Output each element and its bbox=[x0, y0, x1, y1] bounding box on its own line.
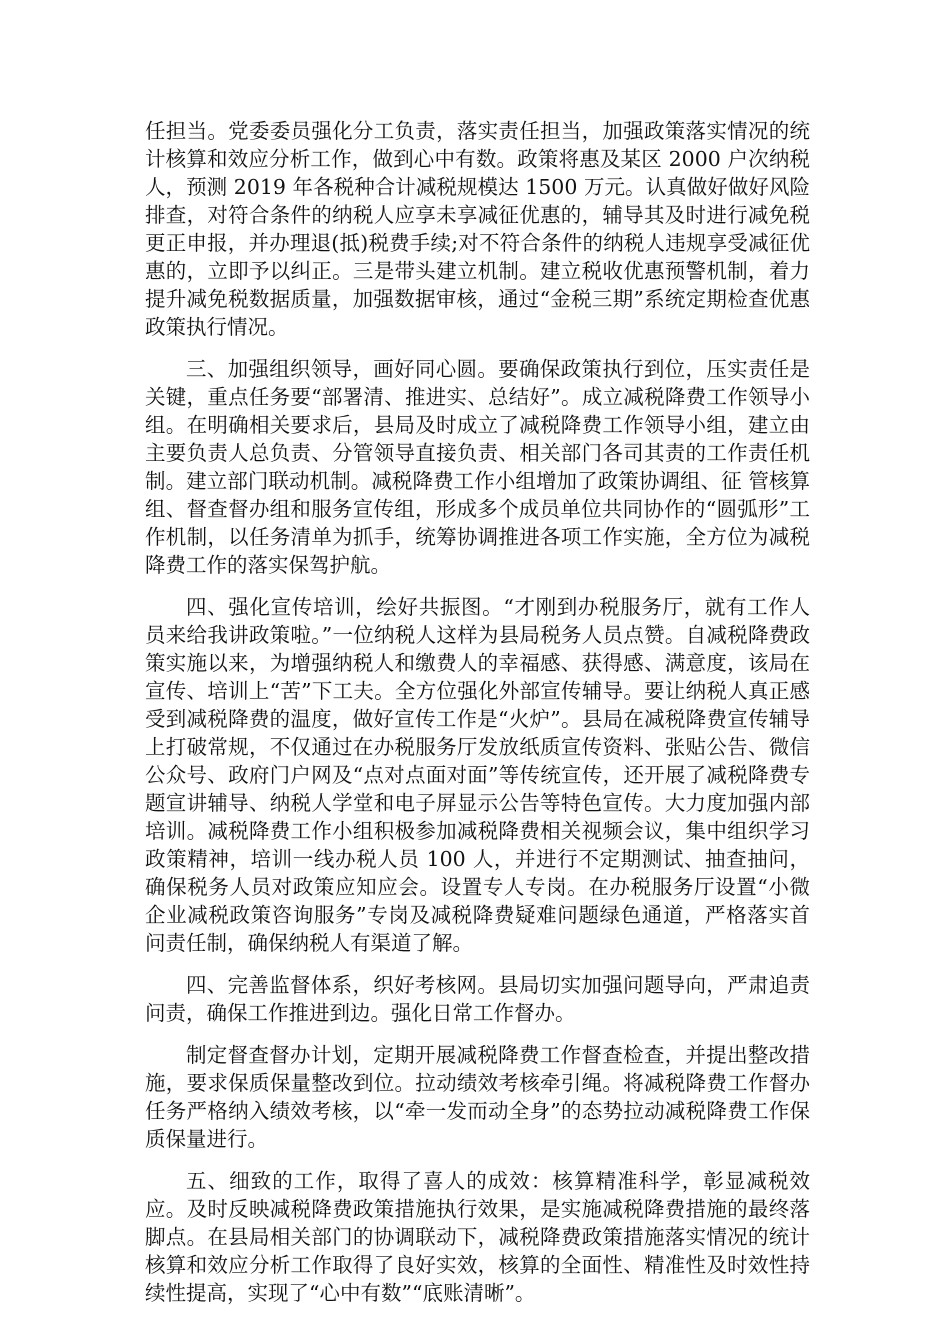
paragraph-continued: 任担当。党委委员强化分工负责，落实责任担当，加强政策落实情况的统计核算和效应分析工作，做到心中有数。政策将惠及某区 2000 户次纳税人，预测 2019 年各税种合计减税规模达 1500 万元。认真做好做好风险排查，对符合条件的纳税人应享未享减征优惠的，辅导其及时进行减免税更正申报，并办理退(抵)税费手续;对不符合条件的纳税人违规享受减征优惠的，立即予以纠正。三是带头建立机制。建立税收优惠预警机制，着力提升减免税数据质量，加强数据审核，通过“金税三期”系统定期检查优惠政策执行情况。 bbox=[145, 119, 810, 339]
paragraph-supervision-plan: 制定督查督办计划，定期开展减税降费工作督查检查，并提出整改措施，要求保质保量整改到位。拉动绩效考核牵引绳。将减税降费工作督办任务严格纳入绩效考核，以“牵一发而动全身”的态势拉动减税降费工作保质保量进行。 bbox=[145, 1043, 810, 1151]
paragraph-publicity-training: 四、强化宣传培训，绘好共振图。“才刚到办税服务厅，就有工作人员来给我讲政策啦。”一位纳税人这样为县局税务人员点赞。自减税降费政策实施以来，为增强纳税人和缴费人的幸福感、获得感、满意度，该局在宣传、培训上“苦”下工夫。全方位强化外部宣传辅导。要让纳税人真正感受到减税降费的温度，做好宣传工作是“火炉”。县局在减税降费宣传辅导上打破常规，不仅通过在办税服务厅发放纸质宣传资料、张贴公告、微信公众号、政府门户网及“点对点面对面”等传统宣传，还开展了减税降费专题宣讲辅导、纳税人学堂和电子屏显示公告等特色宣传。大力度加强内部培训。减税降费工作小组积极参加减税降费相关视频会议，集中组织学习政策精神，培训一线办税人员 100 人，并进行不定期测试、抽查抽问，确保税务人员对政策应知应会。设置专人专岗。在办税服务厅设置“小微企业减税政策咨询服务”专岗及减税降费疑难问题绿色通道，严格落实首问责任制，确保纳税人有渠道了解。 bbox=[145, 595, 810, 955]
paragraph-results: 五、细致的工作，取得了喜人的成效：核算精准科学，彰显减税效应。及时反映减税降费政策措施执行效果，是实施减税降费措施的最终落脚点。在县局相关部门的协调联动下，减税降费政策措施落实情况的统计核算和效应分析工作取得了良好实效，核算的全面性、精准性及时效性持续性提高，实现了“心中有数”“底账清晰”。 bbox=[145, 1169, 810, 1305]
paragraph-supervision-system: 四、完善监督体系，织好考核网。县局切实加强问题导向，严肃追责问责，确保工作推进到边。强化日常工作督办。 bbox=[145, 973, 810, 1025]
paragraph-organization-leadership: 三、加强组织领导，画好同心圆。要确保政策执行到位，压实责任是关键，重点任务要“部署清、推进实、总结好”。成立减税降费工作领导小组。在明确相关要求后，县局及时成立了减税降费工作领导小组，建立由主要负责人总负责、分管领导直接负责、相关部门各司其责的工作责任机制。建立部门联动机制。减税降费工作小组增加了政策协调组、征 管核算组、督查督办组和服务宣传组，形成多个成员单位共同协作的“圆弧形”工作机制，以任务清单为抓手，统筹协调推进各项工作实施，全方位为减税降费工作的落实保驾护航。 bbox=[145, 357, 810, 577]
document-page bbox=[145, 117, 810, 1321]
